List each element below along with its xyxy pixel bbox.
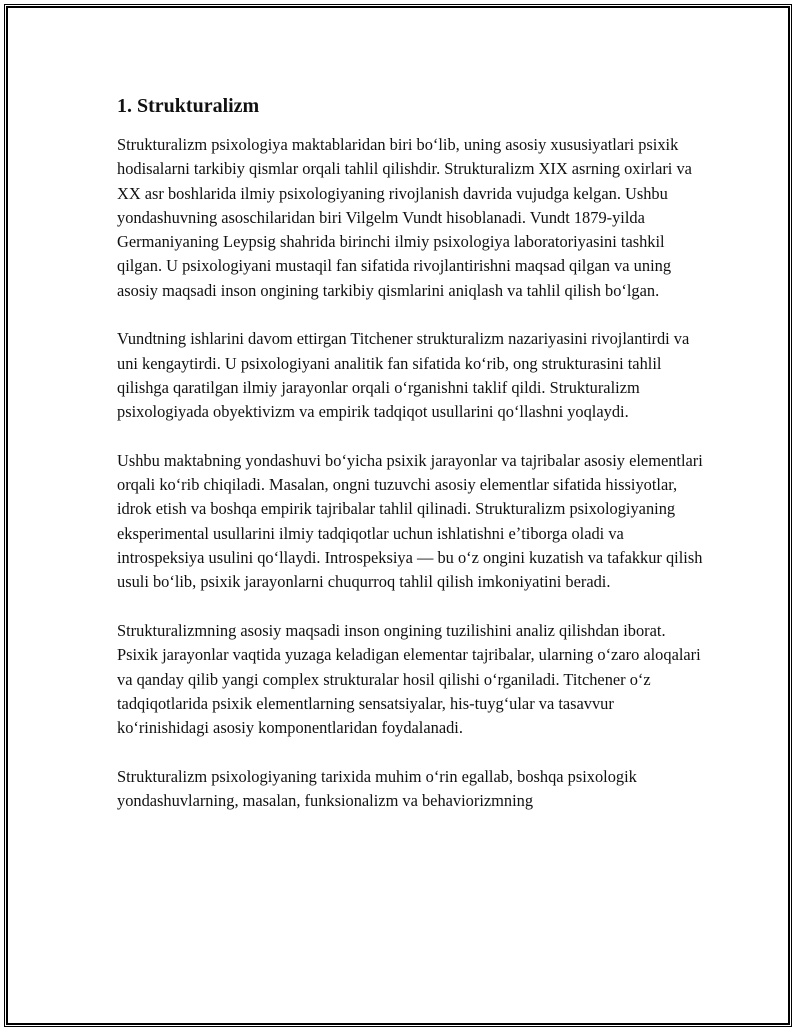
paragraph-3: Ushbu maktabning yondashuvi boʻyicha psixik jarayonlar va tajribalar asosiy elementlari orqali koʻrib chiqiladi. Masalan, ongni tuzuvchi asosiy elementlar sifatida hissiyotlar, idrok etish va boshqa empirik tajribalar tahlil qilinadi. Strukturalizm psixologiyaning eksperimental usullarini ilmiy tadqiqotlar uchun ishlatishni eʼtiborga oladi va introspeksiya usulini qoʻllaydi. Introspeksiya — bu oʻz ongini kuzatish va tafakkur qilish usuli boʻlib, psixik jarayonlarni chuqurroq tahlil qilish imkoniyatini beradi. — [117, 450, 703, 592]
section-heading: 1. Strukturalizm — [117, 95, 260, 117]
paragraph-4: Strukturalizmning asosiy maqsadi inson ongining tuzilishini analiz qilishdan iborat. Psixik jarayonlar vaqtida yuzaga keladigan elementar tajribalar, ularning oʻzaro aloqalari va qanday qilib yangi complex strukturalar hosil qilishi oʻrganiladi. Titchener oʻz tadqiqotlarida psixik elementlarning sensatsiyalar, his-tuygʻular va tasavvur koʻrinishidagi asosiy komponentlaridan foydalanadi. — [117, 620, 701, 738]
paragraph-1: Strukturalizm psixologiya maktablaridan biri boʻlib, uning asosiy xususiyatlari psixik hodisalarni tarkibiy qismlar orqali tahlil qilishdir. Strukturalizm XIX asrning oxirlari va XX asr boshlarida ilmiy psixologiyaning rivojlanish davrida vujudga kelgan. Ushbu yondashuvning asoschilaridan biri Vilgelm Vundt hisoblanadi. Vundt 1879-yilda Germaniyaning Leypsig shahrida birinchi ilmiy psixologiya laboratoriyasini tashkil qilgan. U psixologiyani mustaqil fan sifatida rivojlantirishni maqsad qilgan va uning asosiy maqsadi inson ongining tarkibiy qismlarini aniqlash va tahlil qilish boʻlgan. — [117, 135, 692, 300]
paragraph-5: Strukturalizm psixologiyaning tarixida muhim oʻrin egallab, boshqa psixologik yondashuvlarning, masalan, funksionalizm va behaviorizmning — [117, 766, 637, 811]
paragraph-2: Vundtning ishlarini davom ettirgan Titchener strukturalizm nazariyasini rivojlantirdi va uni kengaytirdi. U psixologiyani analitik fan sifatida koʻrib, ong strukturasini tahlil qilishga qaratilgan ilmiy jarayonlar orqali oʻrganishni taklif qildi. Strukturalizm psixologiyada obyektivizm va empirik tadqiqot usullarini qoʻllashni yoqlaydi. — [117, 329, 690, 422]
document-body — [117, 91, 707, 838]
